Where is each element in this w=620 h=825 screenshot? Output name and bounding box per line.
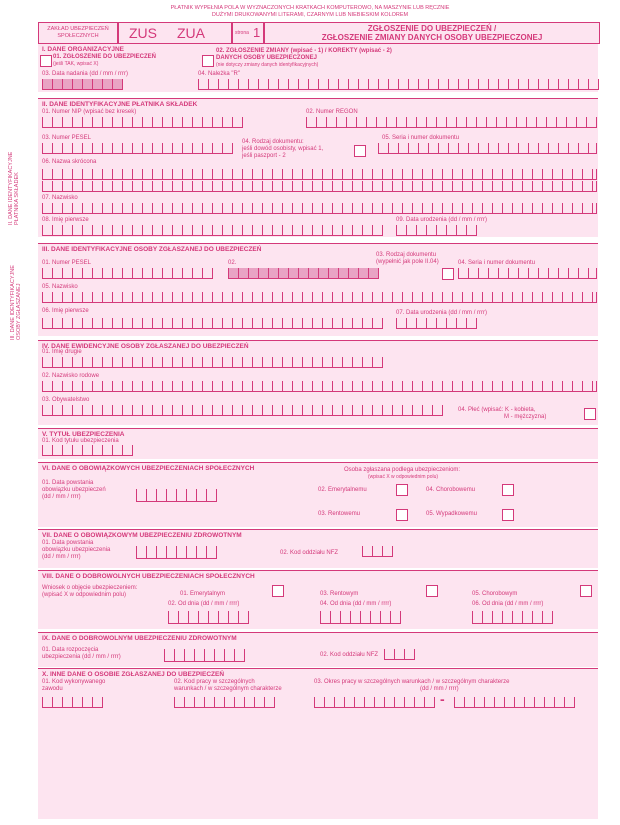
citizenship-field[interactable] xyxy=(42,405,443,416)
section-8: VIII. DANE O DOBROWOLNYCH UBEZPIECZENIACH SPOŁECZNYCH Wniosek o objęcie ubezpieczeniem: (wpisać X w odpowiednim polu) 01. Emerytalnym 03. Rentowym 05. Chorobowym 02. Od dnia (dd / mm / rrrr) 04. Od dnia (dd / mm / rrrr) 06. Od dnia (dd / mm / rrrr) xyxy=(38,570,598,629)
vol-disability-checkbox[interactable] xyxy=(426,585,438,597)
vol-pension-checkbox[interactable] xyxy=(272,585,284,597)
period-dash: - xyxy=(440,691,445,707)
accident-checkbox[interactable] xyxy=(502,509,514,521)
payer-dob-field[interactable] xyxy=(396,225,477,236)
header-institution: ZAKŁAD UBEZPIECZEŃ SPOŁECZNYCH xyxy=(38,22,118,47)
instructions-note: PŁATNIK WYPEŁNIA POLA W WYZNACZONYCH KRATKACH KOMPUTEROWO, NA MASZYNIE LUB RĘCZNIE DUŻYMI DRUKOWANYMI LITERAMI, CZARNYM LUB NIEBIESKIM KOLOREM xyxy=(170,5,450,18)
payer-name-field[interactable] xyxy=(42,225,383,236)
field-02-shaded xyxy=(228,268,379,279)
sickness-checkbox[interactable] xyxy=(502,484,514,496)
section-5: V. TYTUŁ UBEZPIECZENIA 01. Kod tytułu ubezpieczenia xyxy=(38,428,598,459)
vol-disability-from[interactable] xyxy=(320,611,401,624)
insured-doc-type[interactable] xyxy=(442,268,454,280)
section-2: II. DANE IDENTYFIKACYJNE PŁATNIKA SKŁADEK 01. Numer NIP (wpisać bez kresek) 02. Numer REGON 03. Numer PESEL 04. Rodzaj dokumentu: jeśli dowód osobisty, wpisać 1, jeśli paszport - 2 05. Seria i numer dokumentu 06. Nazwa skrócona 07. Nazwisko 08. Imię pierwsze 09. Data urodzenia (dd / mm / rrrr) xyxy=(38,98,598,237)
pension-checkbox[interactable] xyxy=(396,484,408,496)
section-9: IX. DANE O DOBROWOLNYM UBEZPIECZENIU ZDROWOTNYM 01. Data rozpoczęcia ubezpieczenia (dd / mm / rrrr) 02. Kod oddziału NFZ xyxy=(38,632,598,667)
section-1: I. DANE ORGANIZACYJNE 01. ZGŁOSZENIE DO UBEZPIECZEŃ (jeśli TAK, wpisać X) 02. ZGŁOSZENIE ZMIANY (wpisać - 1) / KOREKTY (wpisać - 2) DANYCH OSOBY UBEZPIECZONEJ (nie dotyczy zmiany danych identyfikacyjnych) 03. Data nadania (dd / mm / rrrr) 04. Należka "R" xyxy=(38,43,598,92)
short-name-field-2[interactable] xyxy=(42,181,597,192)
period-to[interactable] xyxy=(454,697,575,708)
short-name-field[interactable] xyxy=(42,169,597,180)
birth-name-field[interactable] xyxy=(42,381,597,392)
insured-surname-field[interactable] xyxy=(42,292,597,303)
r-field[interactable] xyxy=(198,79,599,90)
change-checkbox[interactable] xyxy=(202,55,214,67)
vol-sickness-from[interactable] xyxy=(472,611,553,624)
insurance-title-code[interactable] xyxy=(42,445,133,456)
period-from[interactable] xyxy=(314,697,435,708)
disability-checkbox[interactable] xyxy=(396,509,408,521)
side-label-payer: II. DANE IDENTYFIKACYJNE PŁATNIKA SKŁADEK xyxy=(8,151,20,225)
submission-date-field[interactable] xyxy=(42,79,123,90)
section-10: X. INNE DANE O OSOBIE ZGŁASZANEJ DO UBEZPIECZEŃ 01. Kod wykonywanego zawodu 02. Kod pracy w szczególnych warunkach / w szczególnym charakterze 03. Okres pracy w szczególnych warunkach / w szczególnym charakterze (dd / mm / rrrr) - xyxy=(38,668,598,819)
nip-field[interactable] xyxy=(42,117,243,128)
section-6: VI. DANE O OBOWIĄZKOWYCH UBEZPIECZENIACH SPOŁECZNYCH 01. Data powstania obowiązku ubezpieczeń (dd / mm / rrrr) Osoba zgłaszana podlega ubezpieczeniom: (wpisać X w odpowiednim polu) 02. Emerytalnemu 04. Chorobowemu 03. Rentowemu 05. Wypadkowemu xyxy=(38,462,598,527)
side-label-insured: III. DANE IDENTYFIKACYJNE OSOBY ZGŁASZANEJ xyxy=(10,265,22,340)
health-nfz-code[interactable] xyxy=(362,546,393,557)
occupation-code[interactable] xyxy=(42,697,103,708)
sex-field[interactable] xyxy=(584,408,596,420)
mandatory-start-date[interactable] xyxy=(136,489,217,502)
regon-field[interactable] xyxy=(306,117,597,128)
registration-checkbox[interactable] xyxy=(40,55,52,67)
payer-pesel-field[interactable] xyxy=(42,143,233,154)
page-title: ZGŁOSZENIE DO UBEZPIECZEŃ / ZGŁOSZENIE ZMIANY DANYCH OSOBY UBEZPIECZONEJ xyxy=(264,22,600,44)
vol-health-start[interactable] xyxy=(164,649,245,662)
special-work-code[interactable] xyxy=(174,697,275,708)
payer-doc-type[interactable] xyxy=(354,145,366,157)
insured-dob-field[interactable] xyxy=(396,318,477,329)
section-3: III. DANE IDENTYFIKACYJNE OSOBY ZGŁASZANEJ DO UBEZPIECZEŃ 01. Numer PESEL 02. 03. Rodzaj dokumentu (wypełnić jak pole II.04) 04. Seria i numer dokumentu 05. Nazwisko 06. Imię pierwsze 07. Data urodzenia (dd / mm / rrrr) xyxy=(38,243,598,336)
vol-pension-from[interactable] xyxy=(168,611,249,624)
vol-health-nfz[interactable] xyxy=(384,649,415,660)
section-7: VII. DANE O OBOWIĄZKOWYM UBEZPIECZENIU ZDROWOTNYM 01. Data powstania obowiązku ubezpieczenia (dd / mm / rrrr) 02. Kod oddziału NFZ xyxy=(38,529,598,568)
second-name-field[interactable] xyxy=(42,357,383,368)
insured-name-field[interactable] xyxy=(42,318,383,329)
payer-surname-field[interactable] xyxy=(42,203,597,214)
insured-doc-number-field[interactable] xyxy=(458,268,597,279)
insured-pesel-field[interactable] xyxy=(42,268,213,279)
header-zus: ZUS ZUA xyxy=(118,22,232,44)
vol-sickness-checkbox[interactable] xyxy=(580,585,592,597)
section-4: IV. DANE EWIDENCYJNE OSOBY ZGŁASZANEJ DO UBEZPIECZEŃ 01. Imię drugie 02. Nazwisko rodowe 03. Obywatelstwo 04. Płeć (wpisać: K - kobieta, M - mężczyzna) xyxy=(38,340,598,425)
header-page: strona 1 xyxy=(232,22,264,44)
payer-doc-number-field[interactable] xyxy=(378,143,597,154)
health-start-date[interactable] xyxy=(136,546,217,559)
